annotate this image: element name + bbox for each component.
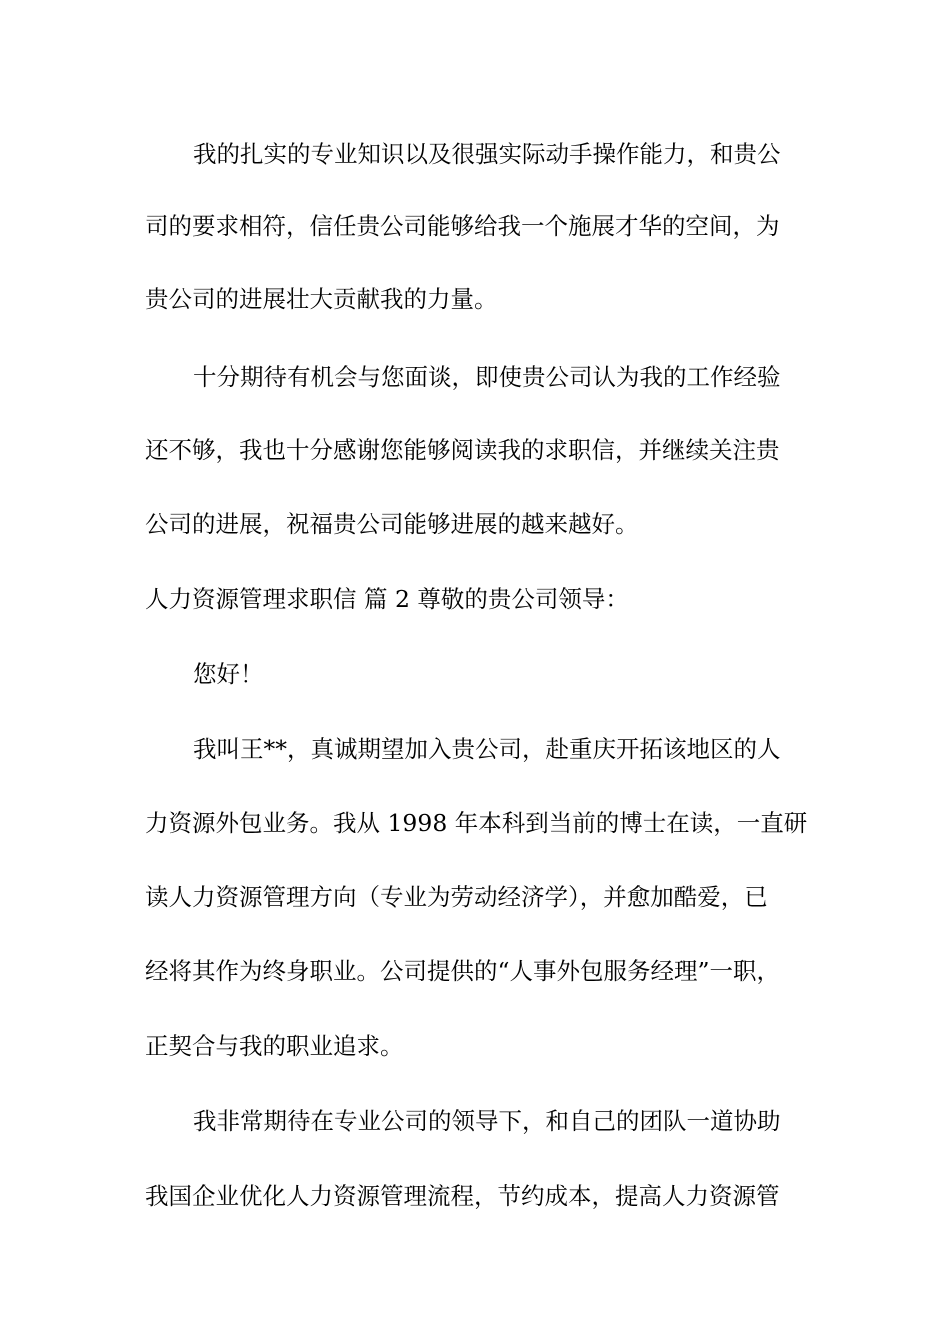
- paragraph-line: 十分期待有机会与您面谈，即使贵公司认为我的工作经验: [193, 363, 781, 391]
- paragraph-line: 我叫王**，真诚期望加入贵公司，赴重庆开拓该地区的人: [193, 735, 781, 763]
- paragraph-line: 正契合与我的职业追求。: [145, 1032, 404, 1060]
- paragraph-line: 力资源外包业务。我从 1998 年本科到当前的博士在读，一直研: [145, 809, 808, 837]
- paragraph-line: 公司的进展，祝福贵公司能够进展的越来越好。: [145, 510, 639, 538]
- paragraph-line: 读人力资源管理方向（专业为劳动经济学），并愈加酷爱，已: [145, 883, 768, 911]
- paragraph-line: 我非常期待在专业公司的领导下，和自己的团队一道协助: [193, 1107, 781, 1135]
- paragraph-line: 我国企业优化人力资源管理流程，节约成本，提高人力资源管: [145, 1182, 780, 1210]
- paragraph-line: 我的扎实的专业知识以及很强实际动手操作能力，和贵公: [193, 140, 781, 168]
- greeting-line: 您好！: [193, 660, 264, 688]
- paragraph-line: 还不够，我也十分感谢您能够阅读我的求职信，并继续关注贵: [145, 436, 780, 464]
- section-heading: 人力资源管理求职信 篇 2 尊敬的贵公司领导：: [145, 585, 629, 613]
- paragraph-line: 经将其作为终身职业。公司提供的“人事外包服务经理”一职，: [145, 957, 781, 985]
- paragraph-line: 司的要求相符，信任贵公司能够给我一个施展才华的空间，为: [145, 212, 780, 240]
- paragraph-line: 贵公司的进展壮大贡献我的力量。: [145, 285, 498, 313]
